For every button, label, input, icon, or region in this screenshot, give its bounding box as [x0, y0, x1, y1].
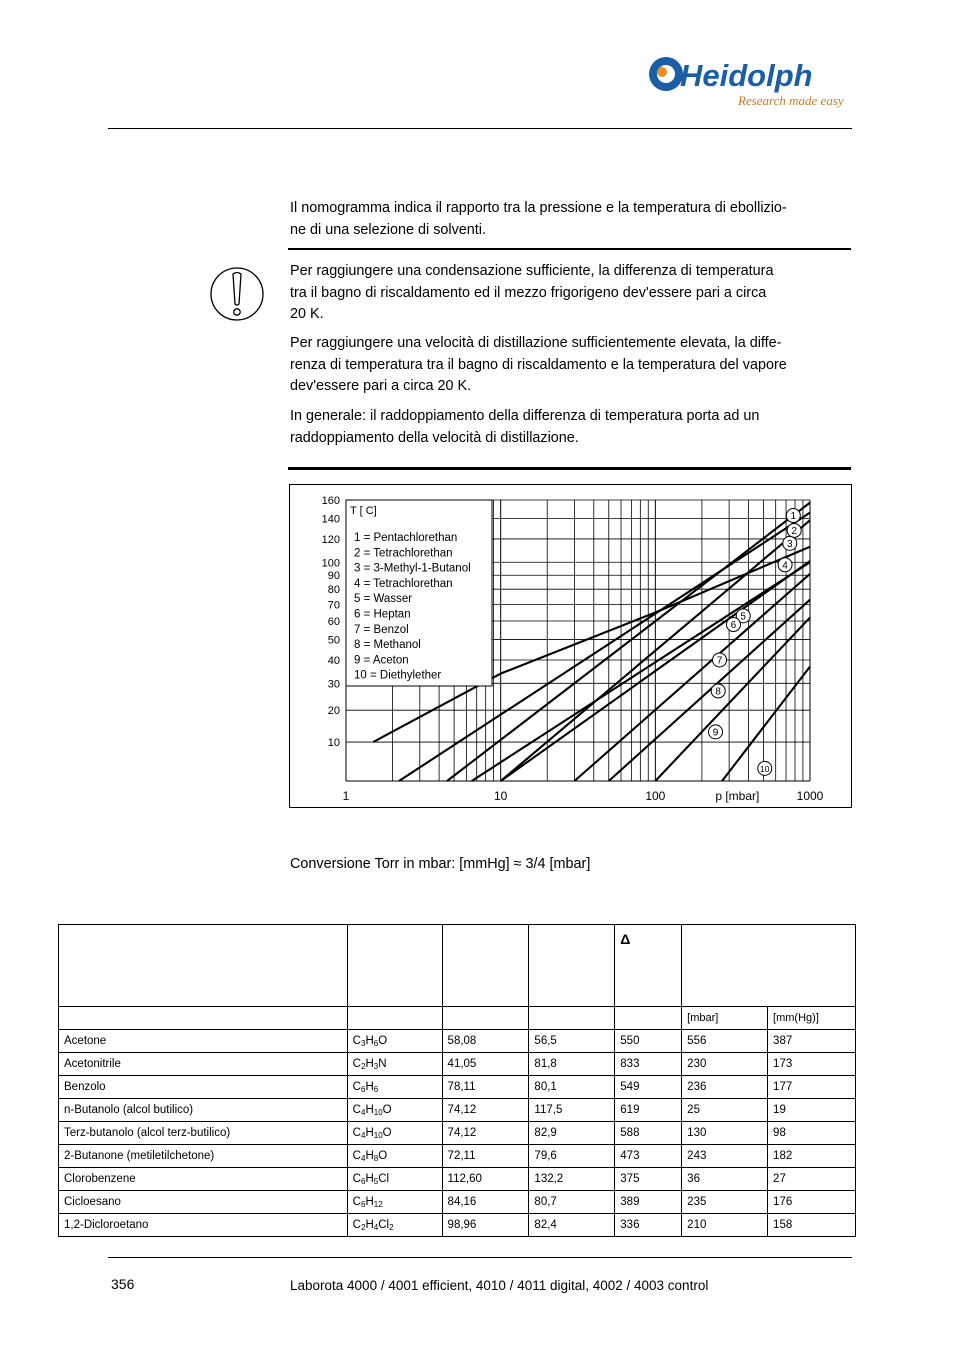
header-cell [347, 925, 442, 1007]
boiling-point: 79,6 [529, 1145, 615, 1168]
formula-part: 12 [373, 1200, 383, 1209]
evaporation-energy: 375 [615, 1168, 682, 1191]
note-paragraph-1: Per raggiungere una condensazione sufficiente, la differenza di temperatura tra il bagno di riscaldamento ed il mezzo frigorigeno dev'essere pari a circa 20 K. [290, 263, 774, 322]
x-tick-label: 1 [342, 789, 350, 803]
x-tick-label: 10 [493, 789, 508, 803]
solvent-name: Benzolo [59, 1076, 348, 1099]
formula [347, 1122, 442, 1145]
formula-part: N [378, 1058, 387, 1070]
y-tick-label: 100 [321, 557, 340, 570]
formula [347, 1076, 442, 1099]
pressure-mmhg: 27 [768, 1168, 856, 1191]
formula-part: Cl [378, 1219, 390, 1231]
nomogram-frame [289, 484, 852, 808]
header-cell [529, 925, 615, 1007]
solvent-name: n-Butanolo (alcol butilico) [59, 1099, 348, 1122]
series-marker-label: 6 [730, 620, 737, 632]
boiling-point: 132,2 [529, 1168, 615, 1191]
y-tick-label: 50 [327, 634, 340, 647]
evaporation-energy: 588 [615, 1122, 682, 1145]
units-cell [347, 1007, 442, 1030]
exclamation-icon [209, 266, 265, 322]
series-marker-label: 9 [712, 727, 719, 739]
formula [347, 1099, 442, 1122]
formula-part: 2 [389, 1223, 394, 1232]
legend-entry: 4 = Tetrachlorethan [354, 577, 453, 590]
formula-part: 6 [360, 1200, 366, 1209]
formula [347, 1214, 442, 1237]
formula-part: 8 [373, 1154, 379, 1163]
formula-part: 2 [360, 1223, 366, 1232]
formula-part: H [365, 1173, 374, 1185]
series-marker-label: 8 [715, 686, 721, 698]
solvent-name: Acetonitrile [59, 1053, 348, 1076]
boiling-point: 82,9 [529, 1122, 615, 1145]
series-marker-label: 3 [786, 538, 793, 550]
molar-mass: 74,12 [442, 1099, 529, 1122]
units-cell [529, 1007, 615, 1030]
formula-part: O [382, 1127, 392, 1139]
pressure-mbar: 36 [682, 1168, 768, 1191]
units-cell [442, 1007, 529, 1030]
note-paragraph-2: Per raggiungere una velocità di distillazione sufficientemente elevata, la diffe- renza di temperatura tra il bagno di riscaldamento e la temperatura del vapore dev'essere pari a circa 20 K. [290, 335, 787, 394]
formula-part: C [352, 1173, 361, 1185]
molar-mass: 74,12 [442, 1122, 529, 1145]
pressure-mbar: 25 [682, 1099, 768, 1122]
heidolph-logo [644, 52, 856, 112]
y-tick-label: 70 [327, 599, 340, 612]
formula-part: 6 [373, 1039, 379, 1048]
formula-part: C [352, 1150, 361, 1162]
formula-part: H [365, 1058, 374, 1070]
molar-mass: 41,05 [442, 1053, 529, 1076]
formula-part: 4 [360, 1154, 366, 1163]
table-row [59, 1122, 856, 1145]
pressure-mmhg: 182 [768, 1145, 856, 1168]
pressure-mmhg: 98 [768, 1122, 856, 1145]
header-cell [442, 925, 529, 1007]
molar-mass: 78,11 [442, 1076, 529, 1099]
formula-part: C [352, 1104, 361, 1116]
formula-part: H [365, 1219, 374, 1231]
evaporation-energy: 550 [615, 1030, 682, 1053]
table-row [59, 1099, 856, 1122]
solvent-name: Clorobenzene [59, 1168, 348, 1191]
formula-part: H [365, 1104, 374, 1116]
formula-part: 10 [373, 1108, 383, 1117]
legend-entry: 9 = Aceton [354, 654, 409, 667]
y-tick-label: 60 [327, 616, 340, 629]
pressure-mbar: 235 [682, 1191, 768, 1214]
pressure-mbar: 230 [682, 1053, 768, 1076]
solvent-name: 2-Butanone (metiletilchetone) [59, 1145, 348, 1168]
pressure-mbar: 236 [682, 1076, 768, 1099]
formula-part: 3 [373, 1062, 379, 1071]
formula-part: 6 [360, 1177, 366, 1186]
formula [347, 1145, 442, 1168]
formula-part: 3 [360, 1039, 366, 1048]
formula-part: H [365, 1196, 374, 1208]
boiling-point: 80,1 [529, 1076, 615, 1099]
y-tick-label: 80 [327, 584, 340, 597]
legend-entry: 7 = Benzol [354, 623, 409, 636]
footer-title: Laborota 4000 / 4001 efficient, 4010 / 4011 digital, 4002 / 4003 control [290, 1278, 709, 1293]
evaporation-energy: 619 [615, 1099, 682, 1122]
formula [347, 1191, 442, 1214]
molar-mass: 58,08 [442, 1030, 529, 1053]
note-bottom-rule [288, 467, 851, 470]
conversion-note: Conversione Torr in mbar: [mmHg] ≈ 3/4 [mbar] [290, 856, 591, 872]
formula-part: C [352, 1127, 361, 1139]
y-tick-label: 140 [321, 513, 340, 526]
legend-entry: 6 = Heptan [354, 608, 411, 621]
x-tick-label: 100 [645, 789, 666, 803]
table-row [59, 1145, 856, 1168]
legend-entry: 2 = Tetrachlorethan [354, 547, 453, 560]
evaporation-energy: 473 [615, 1145, 682, 1168]
series-marker-label: 4 [782, 560, 788, 572]
units-mbar: [mbar] [682, 1007, 768, 1030]
formula-part: O [378, 1150, 388, 1162]
evaporation-energy: 389 [615, 1191, 682, 1214]
evaporation-energy: 833 [615, 1053, 682, 1076]
note-paragraph-3: In generale: il raddoppiamento della differenza di temperatura porta ad un raddoppiamento della velocità di distillazione. [290, 408, 760, 446]
x-axis-label: p [mbar] [715, 789, 760, 803]
page-number: 356 [111, 1276, 135, 1292]
formula-part: C [352, 1219, 361, 1231]
pressure-mbar: 243 [682, 1145, 768, 1168]
series-marker-label: 5 [740, 611, 746, 623]
formula-part: C [352, 1196, 361, 1208]
header-cell [682, 925, 856, 1007]
molar-mass: 84,16 [442, 1191, 529, 1214]
formula-part: H [365, 1035, 374, 1047]
formula [347, 1053, 442, 1076]
table-row [59, 1214, 856, 1237]
formula-part: 4 [360, 1131, 366, 1140]
solvent-table [58, 924, 856, 1237]
legend-entry: 5 = Wasser [354, 593, 413, 606]
units-mmhg: [mm(Hg)] [768, 1007, 856, 1030]
formula-part: O [382, 1104, 392, 1116]
brand-tagline: Research made easy [738, 93, 844, 108]
y-axis-label: T [ C] [350, 505, 377, 517]
series-marker-label: 10 [760, 763, 770, 774]
pressure-mbar: 130 [682, 1122, 768, 1145]
table-row [59, 1168, 856, 1191]
formula [347, 1030, 442, 1053]
solvent-name: Acetone [59, 1030, 348, 1053]
pressure-mbar: 210 [682, 1214, 768, 1237]
y-tick-label: 30 [327, 678, 340, 691]
boiling-point: 56,5 [529, 1030, 615, 1053]
formula-part: O [378, 1035, 388, 1047]
formula-part: 2 [360, 1062, 366, 1071]
y-tick-label: 10 [327, 737, 340, 750]
header-delta-cell [615, 925, 682, 1007]
pressure-mmhg: 387 [768, 1030, 856, 1053]
header-cell [59, 925, 348, 1007]
series-marker-label: 1 [790, 511, 797, 523]
formula-part: H [365, 1150, 374, 1162]
table-row [59, 1191, 856, 1214]
series-line-7 [574, 574, 810, 781]
solvent-name: 1,2-Dicloroetano [59, 1214, 348, 1237]
intro-paragraph: Il nomogramma indica il rapporto tra la pressione e la temperatura di ebollizio- ne di una selezione di solventi. [290, 200, 787, 238]
note-top-rule [288, 248, 851, 250]
evaporation-energy: 549 [615, 1076, 682, 1099]
pressure-mmhg: 177 [768, 1076, 856, 1099]
molar-mass: 112,60 [442, 1168, 529, 1191]
legend-entry: 3 = 3-Methyl-1-Butanol [354, 562, 471, 575]
pressure-mmhg: 176 [768, 1191, 856, 1214]
y-tick-label: 40 [327, 654, 340, 667]
solvent-name: Cicloesano [59, 1191, 348, 1214]
y-tick-label: 120 [321, 533, 340, 546]
table-row [59, 1053, 856, 1076]
y-tick-label: 160 [321, 495, 340, 507]
boiling-point: 117,5 [529, 1099, 615, 1122]
evaporation-energy: 336 [615, 1214, 682, 1237]
y-tick-label: 90 [327, 570, 340, 583]
header-rule [108, 128, 852, 129]
table-row [59, 1030, 856, 1053]
formula-part: 6 [360, 1085, 366, 1094]
table-units-row [59, 1007, 856, 1030]
formula-part: C [352, 1035, 361, 1047]
formula [347, 1168, 442, 1191]
formula-part: 4 [360, 1108, 366, 1117]
brand-name: Heidolph [680, 58, 813, 93]
molar-mass: 72,11 [442, 1145, 529, 1168]
pressure-mmhg: 19 [768, 1099, 856, 1122]
units-cell [615, 1007, 682, 1030]
boiling-point: 82,4 [529, 1214, 615, 1237]
molar-mass: 98,96 [442, 1214, 529, 1237]
series-marker-label: 7 [716, 655, 723, 667]
boiling-point: 81,8 [529, 1053, 615, 1076]
formula-part: 10 [373, 1131, 383, 1140]
table-header-row [59, 925, 856, 1007]
formula-part: 4 [373, 1223, 379, 1232]
legend-entry: 10 = Diethylether [354, 669, 442, 682]
formula-part: 6 [373, 1085, 379, 1094]
legend-entry: 1 = Pentachlorethan [354, 532, 458, 544]
y-tick-label: 20 [327, 705, 340, 718]
table-row [59, 1076, 856, 1099]
pressure-mmhg: 158 [768, 1214, 856, 1237]
formula-part: Cl [378, 1173, 390, 1185]
nomogram-chart [290, 485, 851, 807]
formula-part: H [365, 1081, 374, 1093]
series-line-1 [447, 503, 810, 781]
formula-part: 5 [373, 1177, 379, 1186]
delta-symbol: Δ [620, 931, 631, 947]
series-marker-label: 2 [791, 525, 797, 537]
formula-part: C [352, 1058, 361, 1070]
boiling-point: 80,7 [529, 1191, 615, 1214]
units-cell [59, 1007, 348, 1030]
footer-rule [108, 1257, 852, 1258]
formula-part: H [365, 1127, 374, 1139]
legend-entry: 8 = Methanol [354, 639, 421, 652]
pressure-mmhg: 173 [768, 1053, 856, 1076]
pressure-mbar: 556 [682, 1030, 768, 1053]
solvent-name: Terz-butanolo (alcol terz-butilico) [59, 1122, 348, 1145]
formula-part: C [352, 1081, 361, 1093]
x-tick-label: 1000 [796, 789, 824, 803]
